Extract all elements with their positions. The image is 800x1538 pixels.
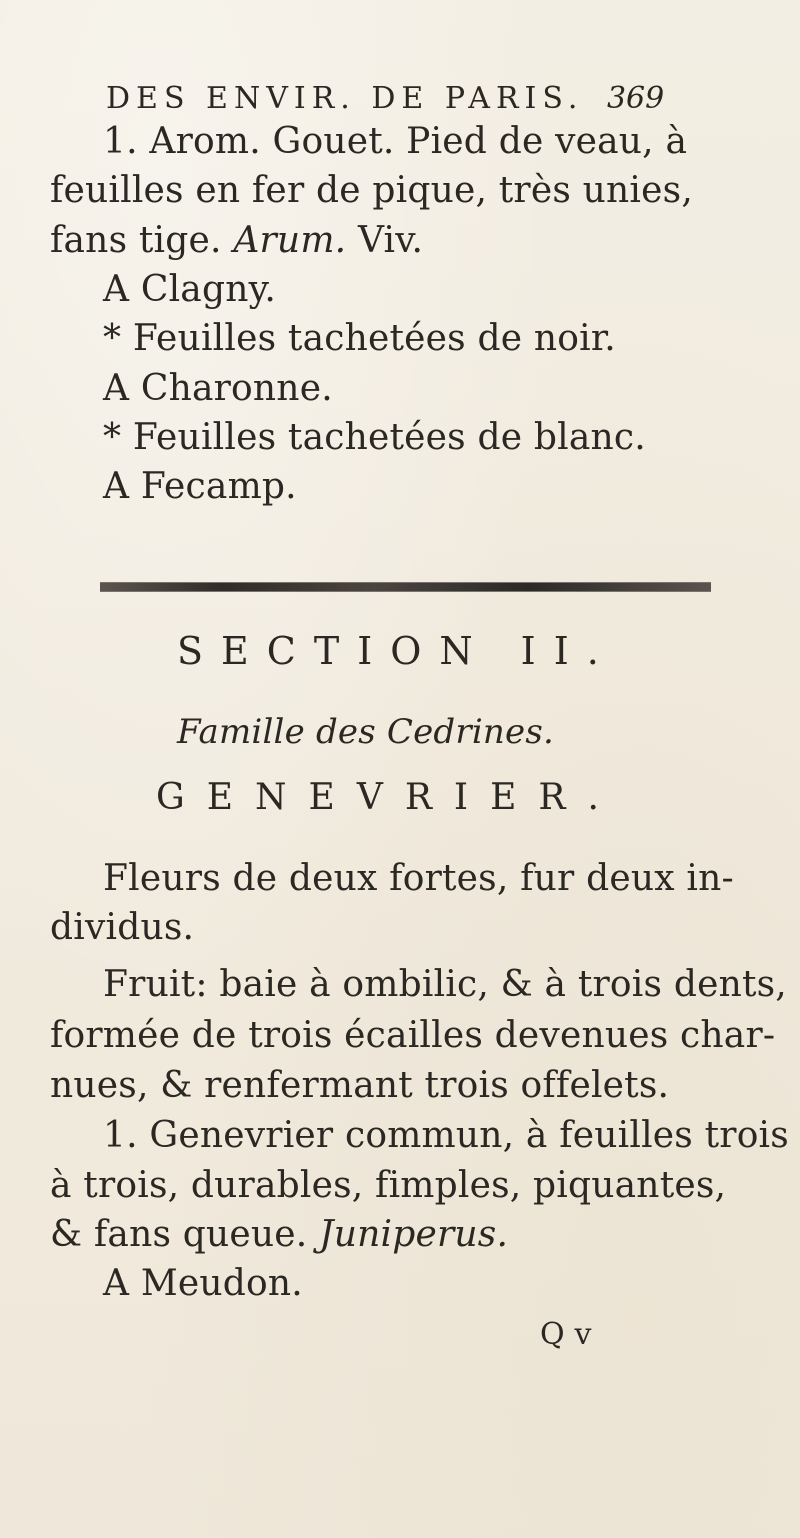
body-line: nues, & renfermant trois offelets. <box>50 1065 670 1106</box>
body-text: & fans queue. <box>50 1214 308 1255</box>
location-line: A Clagny. <box>103 269 276 310</box>
family-title: Famille des Cedrines. <box>177 712 554 752</box>
body-line: à trois, durables, fimples, piquantes, <box>50 1165 727 1206</box>
body-line: Fleurs de deux fortes, fur deux in- <box>103 858 734 899</box>
body-line: Fruit: baie à ombilic, & à trois dents, <box>103 964 787 1005</box>
body-line <box>50 1214 509 1255</box>
location-line: A Fecamp. <box>103 466 297 507</box>
location-line: A Charonne. <box>103 368 333 409</box>
genus-title: GENEVRIER. <box>156 777 621 818</box>
entry-text: fans tige. <box>50 220 222 261</box>
variety-line: * Feuilles tachetées de noir. <box>103 318 616 359</box>
entry-line: feuilles en fer de pique, très unies, <box>50 170 693 211</box>
latin-name: Juniperus. <box>319 1214 509 1255</box>
running-header <box>106 81 665 116</box>
latin-name: Arum. <box>233 220 347 261</box>
body-line: 1. Genevrier commun, à feuilles trois <box>103 1115 789 1156</box>
page-number: 369 <box>606 81 665 116</box>
body-line: dividus. <box>50 907 195 948</box>
entry-text: Viv. <box>357 220 424 261</box>
entry-line: 1. Arom. Gouet. Pied de veau, à <box>103 121 688 162</box>
location-line: A Meudon. <box>103 1263 303 1304</box>
entry-line <box>50 220 424 261</box>
running-head: DES ENVIR. DE PARIS. <box>106 81 584 116</box>
section-divider <box>100 582 711 592</box>
body-line: formée de trois écailles devenues char- <box>50 1015 776 1056</box>
signature-mark: Q v <box>540 1317 592 1352</box>
section-title: SECTION II. <box>177 629 617 673</box>
variety-line: * Feuilles tachetées de blanc. <box>103 417 646 458</box>
